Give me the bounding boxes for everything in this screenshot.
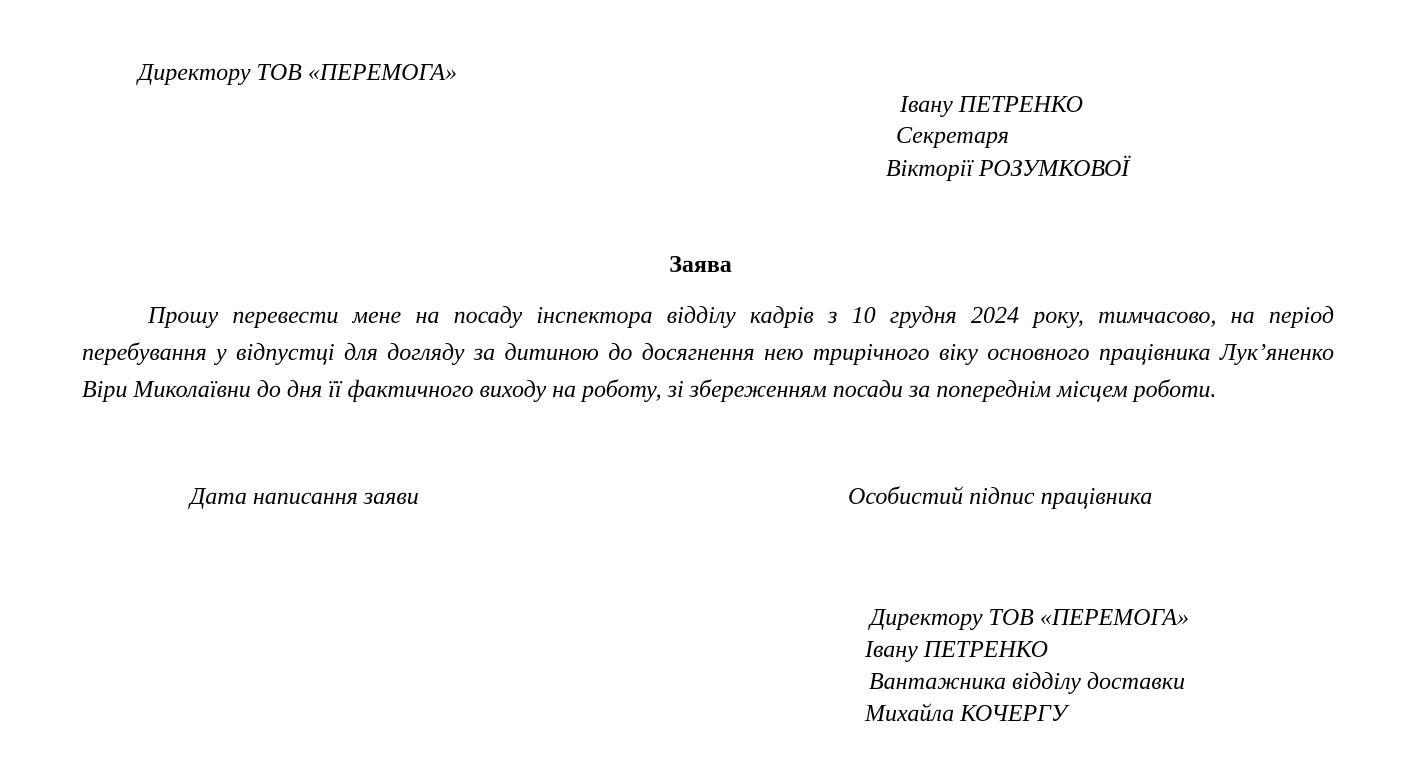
document-title: Заява [669,252,732,278]
second-sender-position: Вантажника відділу доставки [869,669,1185,695]
addressee-name: Івану ПЕТРЕНКО [900,92,1083,118]
sender-position: Секретаря [896,123,1009,149]
second-addressee-line: Директору ТОВ «ПЕРЕМОГА» [870,605,1189,631]
document-body: Прошу перевести мене на посаду інспектора відділу кадрів з 10 грудня 2024 року, тимчасово, на період перебування у відпустці для догляду за дитиною до досягнення нею трирічного віку основного працівника Лук’яненко Віри Миколаївни до дня її фактичного виходу на роботу, зі збереженням посади за попереднім місцем роботи. [82,303,1334,403]
addressee-line: Директору ТОВ «ПЕРЕМОГА» [138,60,457,86]
date-label: Дата написання заяви [190,484,419,510]
second-addressee-name: Івану ПЕТРЕНКО [865,637,1048,663]
second-sender-name: Михайла КОЧЕРГУ [865,701,1067,727]
sender-name: Вікторії РОЗУМКОВОЇ [886,156,1130,182]
signature-label: Особистий підпис працівника [848,484,1153,510]
